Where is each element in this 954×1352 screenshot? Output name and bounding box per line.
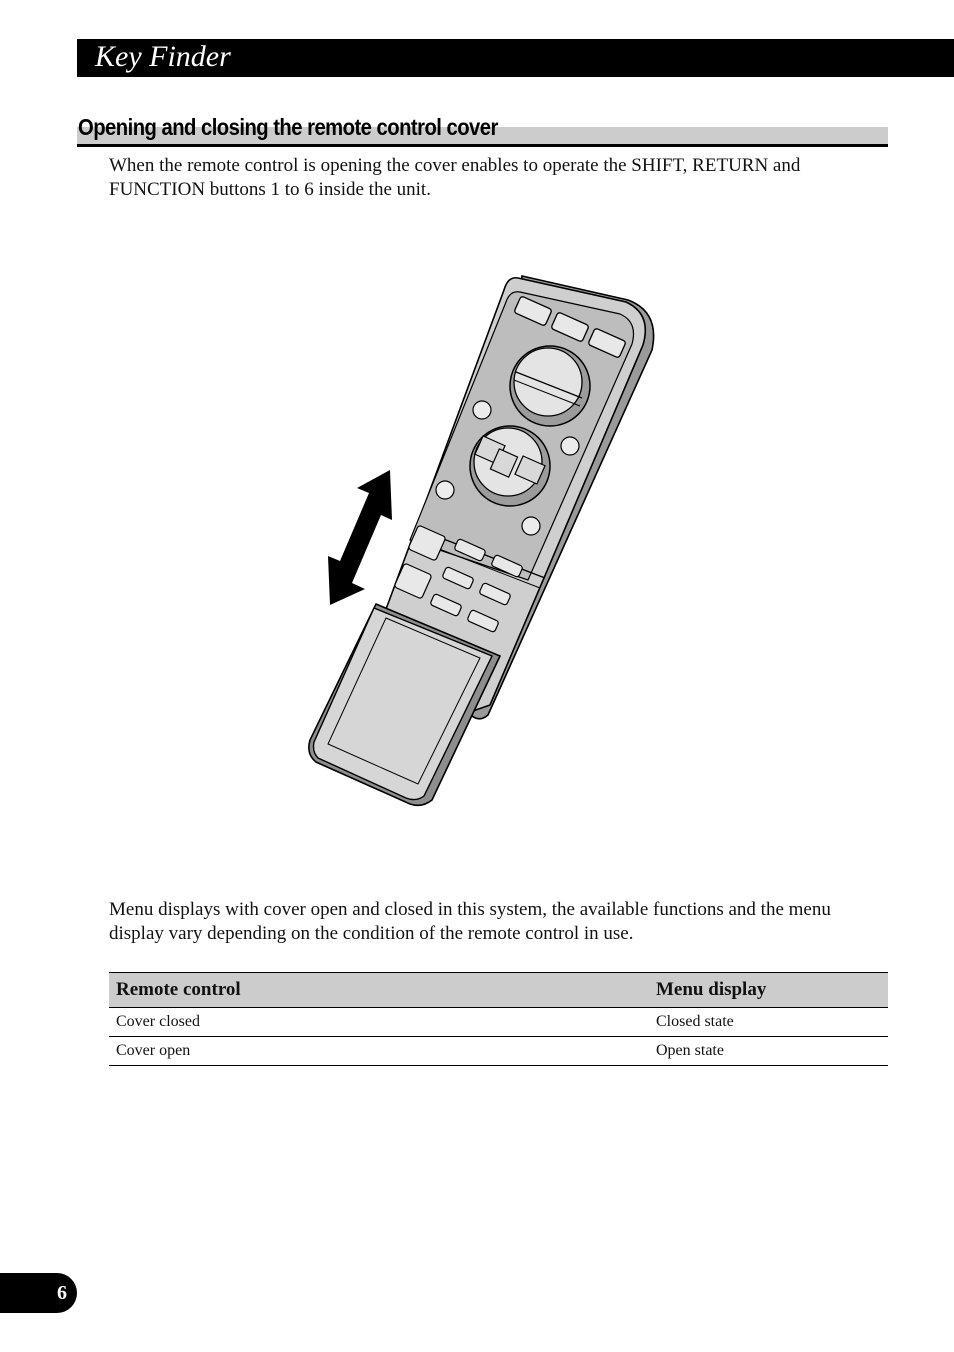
remote-control-illustration (300, 265, 670, 815)
page-number: 6 (57, 1282, 67, 1304)
page-header-bar (77, 39, 954, 77)
menu-description-paragraph: Menu displays with cover open and closed in this system, the available functions and the menu display vary depending on the condition of the remote control in use. (109, 899, 831, 944)
table-cell: Cover open (109, 1037, 649, 1066)
table-header-menu-display: Menu display (649, 973, 888, 1008)
table-header-remote-control: Remote control (109, 973, 649, 1008)
double-headed-arrow-icon (328, 470, 392, 605)
page-header-title: Key Finder (95, 40, 231, 73)
table-cell: Closed state (649, 1008, 888, 1037)
table-row (109, 1008, 888, 1037)
table-cell: Cover closed (109, 1008, 649, 1037)
section-title: Opening and closing the remote control cover (78, 114, 498, 140)
page-number-tab (0, 1273, 77, 1313)
table-cell: Open state (649, 1037, 888, 1066)
table-row (109, 1037, 888, 1066)
section-heading-rule (77, 144, 888, 147)
intro-paragraph: When the remote control is opening the cover enables to operate the SHIFT, RETURN and FUNCTION buttons 1 to 6 inside the unit. (109, 155, 801, 200)
table-header-row (109, 973, 888, 1008)
menu-display-table (109, 972, 888, 1066)
